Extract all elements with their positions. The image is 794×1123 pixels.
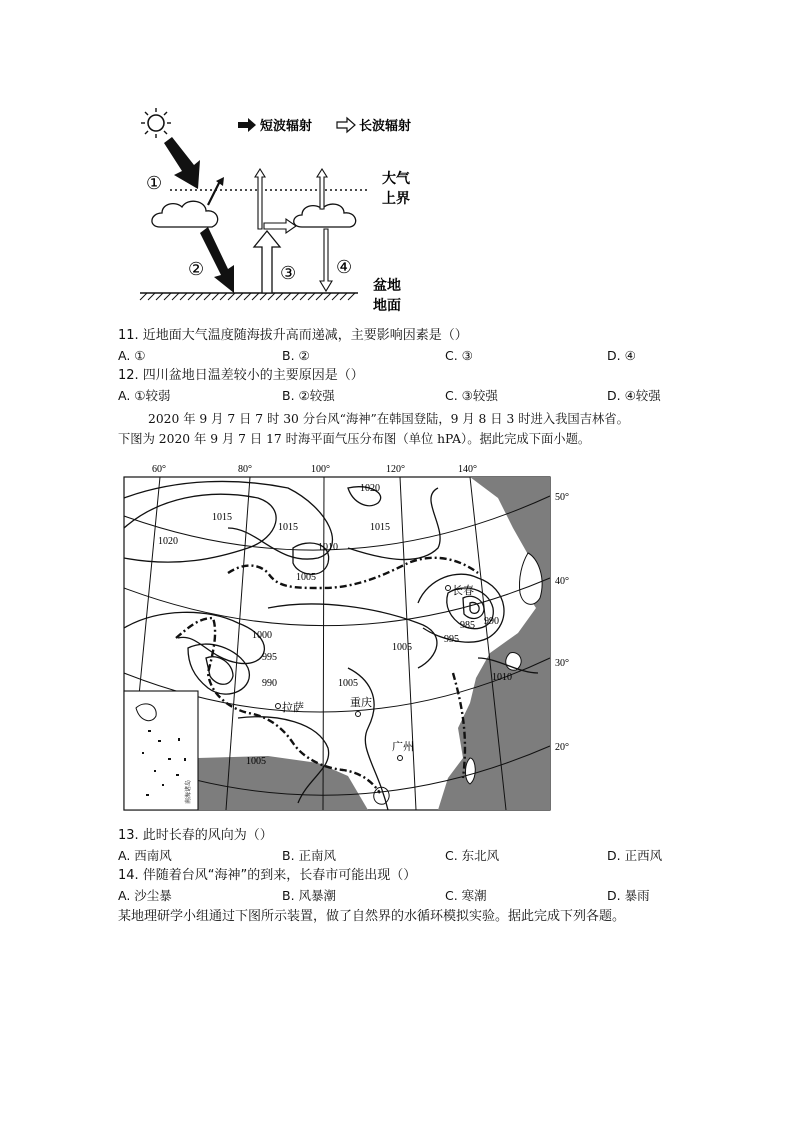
- isobar-label: 1010: [492, 672, 512, 683]
- isobar-label: 1015: [278, 522, 298, 533]
- q13-option-d[interactable]: D. 正西风: [607, 848, 663, 863]
- isobar-label: 1000: [252, 630, 272, 641]
- isobar-label: 985: [460, 620, 475, 631]
- ground-radiation-arrow: [200, 227, 234, 293]
- q13-option-b[interactable]: B. 正南风: [282, 848, 337, 863]
- typhoon-intro-line-2: 下图为 2020 年 9 月 7 日 17 时海平面气压分布图（单位 hPA）。据此完成下面小题。: [118, 432, 591, 446]
- lon-label-100: 100°: [311, 464, 330, 475]
- ground-hatch: [140, 293, 355, 300]
- isobar-label: 1005: [392, 642, 412, 653]
- city-label-changchun: 长春: [452, 584, 474, 597]
- lon-label-140: 140°: [458, 464, 477, 475]
- isobar-label: 990: [484, 616, 499, 627]
- lat-label-50: 50°: [555, 492, 569, 503]
- reflection-arrow: [208, 181, 220, 205]
- question-13-stem: 13. 此时长春的风向为（）: [118, 828, 273, 843]
- sea-level-pressure-map: [118, 458, 586, 814]
- legend-short-wave-label: 短波辐射: [260, 119, 313, 134]
- q11-option-a[interactable]: A. ①: [118, 348, 146, 363]
- marker-4: ④: [336, 257, 353, 278]
- isobar-label: 1020: [360, 483, 380, 494]
- marker-3: ③: [280, 263, 297, 284]
- legend-long-wave-arrow-icon: [337, 118, 355, 132]
- incoming-radiation-arrow: [164, 137, 200, 189]
- q14-option-c[interactable]: C. 寒潮: [445, 888, 487, 903]
- q12-option-d[interactable]: D. ④较强: [607, 388, 661, 403]
- isobar-label: 1010: [318, 542, 338, 553]
- lon-label-80: 80°: [238, 464, 252, 475]
- ground-to-cloud-arrow: [264, 219, 296, 233]
- isobar-label: 1005: [296, 572, 316, 583]
- isobar-label: 1015: [212, 512, 232, 523]
- city-label-chongqing: 重庆: [350, 696, 372, 709]
- sun-icon: [141, 108, 171, 138]
- lat-label-40: 40°: [555, 576, 569, 587]
- q14-option-d[interactable]: D. 暴雨: [607, 888, 650, 903]
- q12-option-b[interactable]: B. ②较强: [282, 388, 335, 403]
- city-label-guangzhou: 广州: [392, 740, 414, 753]
- isobar-label: 1005: [338, 678, 358, 689]
- q14-option-b[interactable]: B. 风暴潮: [282, 888, 337, 903]
- q12-option-c[interactable]: C. ③较强: [445, 388, 498, 403]
- q14-option-a[interactable]: A. 沙尘暴: [118, 888, 172, 903]
- ground-label-2: 地面: [373, 298, 401, 314]
- isobar-label: 995: [444, 634, 459, 645]
- question-14-stem: 14. 伴随着台风“海神”的到来，长春市可能出现（）: [118, 868, 417, 883]
- legend-long-wave-label: 长波辐射: [359, 119, 412, 134]
- lat-label-20: 20°: [555, 742, 569, 753]
- q12-option-a[interactable]: A. ①较弱: [118, 388, 171, 403]
- atmospheric-counter-radiation-arrow: [320, 229, 332, 291]
- isobar-label: 1005: [246, 756, 266, 767]
- south-china-sea-inset: [124, 691, 198, 810]
- isobar-label: 995: [262, 652, 277, 663]
- q13-option-a[interactable]: A. 西南风: [118, 848, 172, 863]
- atmosphere-top-label-1: 大气: [382, 171, 410, 187]
- atmosphere-top-label-2: 上界: [382, 191, 410, 207]
- water-cycle-intro: 某地理研学小组通过下图所示装置，做了自然界的水循环模拟实验。据此完成下列各题。: [118, 909, 626, 924]
- legend-short-wave-arrow-icon: [238, 118, 256, 132]
- isobar-label: 1015: [370, 522, 390, 533]
- ground-to-space-arrow: [255, 169, 265, 229]
- city-label-lhasa: 拉萨: [282, 701, 304, 714]
- lat-label-30: 30°: [555, 658, 569, 669]
- q11-option-d[interactable]: D. ④: [607, 348, 636, 363]
- lon-label-60: 60°: [152, 464, 166, 475]
- isobar-label: 1020: [158, 536, 178, 547]
- question-11-stem: 11. 近地面大气温度随海拔升高而递减，主要影响因素是（）: [118, 328, 468, 343]
- cloud-left-icon: [152, 201, 218, 227]
- cloud-right-icon: [294, 204, 356, 227]
- ground-label-1: 盆地: [373, 278, 401, 294]
- lon-label-120: 120°: [386, 464, 405, 475]
- cloud-up-arrow-1: [317, 169, 327, 209]
- q11-option-b[interactable]: B. ②: [282, 348, 310, 363]
- q13-option-c[interactable]: C. 东北风: [445, 848, 500, 863]
- isobar-label: 990: [262, 678, 277, 689]
- radiation-diagram: [130, 105, 430, 320]
- inset-label: 南海诸岛: [185, 779, 192, 804]
- typhoon-intro-line-1: 2020 年 9 月 7 日 7 时 30 分台风“海神”在韩国登陆，9 月 8 日 3 时进入我国吉林省。: [148, 412, 629, 426]
- marker-2: ②: [188, 259, 205, 280]
- question-12-stem: 12. 四川盆地日温差较小的主要原因是（）: [118, 368, 364, 383]
- marker-1: ①: [146, 173, 163, 194]
- ground-longwave-arrow: [254, 231, 280, 293]
- q11-option-c[interactable]: C. ③: [445, 348, 473, 363]
